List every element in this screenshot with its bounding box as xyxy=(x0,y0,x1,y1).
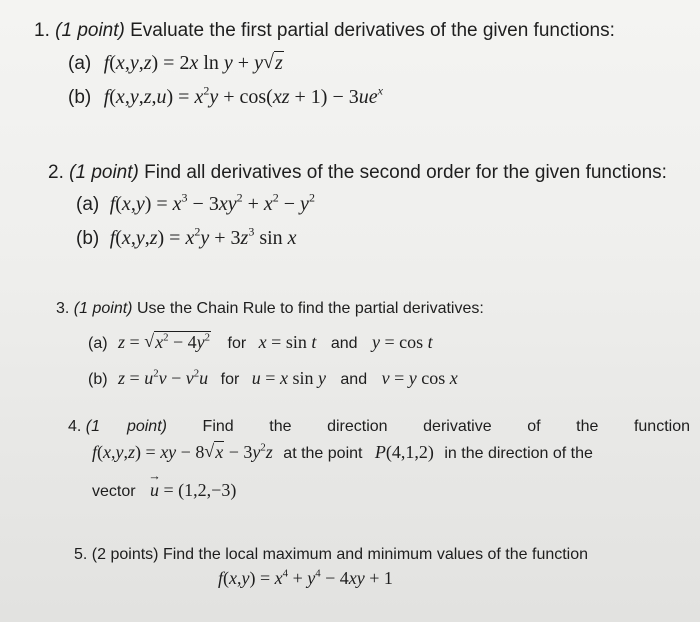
problem-prompt: Evaluate the first partial derivatives of the given functions: xyxy=(130,20,615,41)
math-expression: f(x,y,z) = 2x ln y + y√ z xyxy=(104,52,284,74)
problem-number: 4. xyxy=(68,418,82,435)
part-label: (a) xyxy=(88,335,108,352)
problem-number: 2. xyxy=(48,162,64,183)
vector-word: vector xyxy=(92,483,136,500)
prompt-word: Find xyxy=(202,418,234,435)
direction-text: in the direction of the xyxy=(444,445,593,462)
part-label: (b) xyxy=(76,228,100,249)
prompt-word: function xyxy=(633,418,690,435)
problem-3a xyxy=(88,332,433,353)
problem-3-heading xyxy=(56,300,484,318)
math-expression: $f(x,y) = x^3 - 3xy^2 + x^2 - y^2$ xyxy=(109,190,315,215)
condition-u: u = x sin y xyxy=(251,368,326,388)
part-label: (a) xyxy=(76,194,100,215)
point-label: P(4,1,2) xyxy=(374,442,434,462)
problem-prompt: Use the Chain Rule to find the partial derivatives: xyxy=(136,300,484,317)
part-label: (b) xyxy=(68,87,92,108)
word-for: for xyxy=(227,335,247,352)
math-expression: $f(x,y) = x^4 + y^4 - 4xy + 1$ xyxy=(218,567,393,588)
at-point-text: at the point xyxy=(283,445,363,462)
prompt-word: derivative xyxy=(423,418,492,435)
problem-3b xyxy=(88,368,458,389)
problem-4-line3 xyxy=(92,480,236,501)
problem-4-heading xyxy=(68,418,690,436)
word-and: and xyxy=(330,335,358,352)
prompt-word: the xyxy=(269,418,292,435)
problem-points: (1 point) xyxy=(73,300,133,317)
math-expression: $f(x,y,z,u) = x^2y + \cos(xz + 1) - 3ue^x$ xyxy=(103,83,383,108)
problem-2-heading xyxy=(48,162,667,184)
problem-prompt: Find all derivatives of the second order for the given functions: xyxy=(144,162,667,183)
math-expression: $z = u^2v - v^2u$ xyxy=(118,367,209,388)
problem-number: 3. xyxy=(56,300,70,317)
problem-1b xyxy=(68,83,383,109)
part-label: (b) xyxy=(88,371,108,388)
problem-4-line2 xyxy=(92,442,593,463)
problem-5-heading xyxy=(74,546,588,564)
prompt-word: direction xyxy=(327,418,388,435)
problem-points: (1 point) xyxy=(69,162,139,183)
condition-v: v = y cos x xyxy=(381,368,458,388)
problem-points: (1 point) xyxy=(55,20,125,41)
math-expression: z = √ $x^2 - 4y^2$ xyxy=(118,332,216,352)
problem-1-heading xyxy=(34,20,615,42)
problem-1a xyxy=(68,52,284,75)
word-for: for xyxy=(220,371,240,388)
problem-2a xyxy=(76,190,315,216)
condition-x: x = sin t xyxy=(258,332,317,352)
problem-points-close: point) xyxy=(126,418,167,435)
problem-number: 5. xyxy=(74,546,88,563)
prompt-word: the xyxy=(576,418,599,435)
vector-expression: → u = (1,2,−3) xyxy=(150,480,236,500)
problem-2b xyxy=(76,224,297,250)
problem-5-expr xyxy=(218,568,393,589)
problem-points: (2 points) xyxy=(91,546,159,563)
math-expression: f(x,y,z) = xy − 8√ $x - 3y^2z$ xyxy=(92,442,277,462)
problem-number: 1. xyxy=(34,20,50,41)
word-and: and xyxy=(340,371,368,388)
problem-points-open: (1 xyxy=(85,418,101,435)
problem-prompt: Find the local maximum and minimum values of the function xyxy=(162,546,589,563)
prompt-word: of xyxy=(527,418,541,435)
math-expression: $f(x,y,z) = x^2y + 3z^3$ sin x xyxy=(109,224,297,249)
condition-y: y = cos t xyxy=(371,332,433,352)
part-label: (a) xyxy=(68,53,92,74)
